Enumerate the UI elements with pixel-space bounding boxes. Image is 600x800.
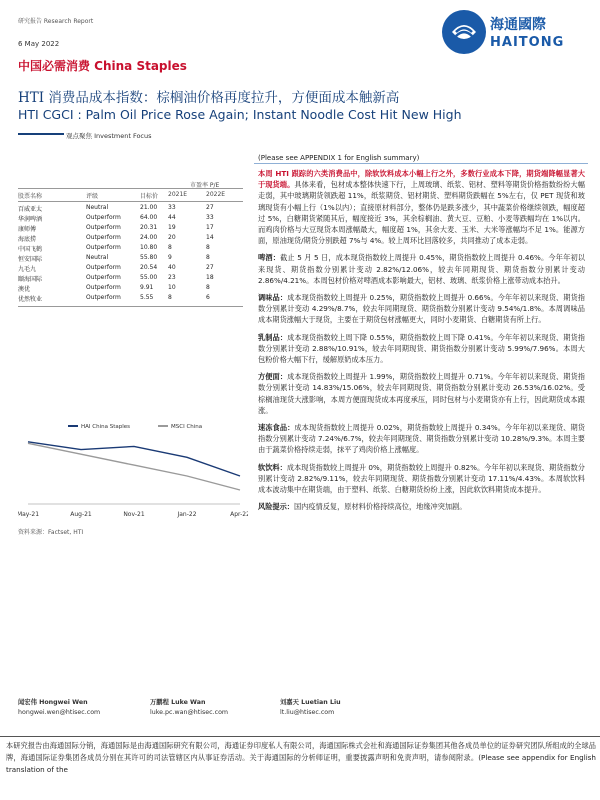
table-cell: 澳优 bbox=[18, 285, 31, 293]
table-cell: 44 bbox=[168, 213, 176, 221]
section-label: 软饮料： bbox=[258, 462, 287, 472]
table-cell: 40 bbox=[168, 263, 176, 271]
x-tick-label: Apr-22 bbox=[230, 511, 248, 518]
section-label: 方便面： bbox=[258, 372, 288, 382]
report-type: 研究报告 Research Report bbox=[18, 18, 94, 25]
report-date: 6 May 2022 bbox=[18, 40, 60, 48]
table-cell: 8 bbox=[206, 253, 210, 261]
table-cell: 55.80 bbox=[140, 253, 158, 261]
table-cell: Outperform bbox=[86, 243, 121, 251]
section-text: 成本现货指数较上周提升 0%，期货指数较上周提升 0.82%。今年年初以来现货、期货指数分别累计变动 2.82%/9.11%，较去年同期现货、期货指数分别累计变动 17.11%/4.43%。本周软饮料成本波动集中在期货端，由于塑料、纸浆、白糖期货纷纷上涨，因此软饮料期货成本提升。 bbox=[258, 462, 585, 495]
table-body bbox=[18, 204, 243, 304]
section-paragraph bbox=[258, 422, 585, 456]
logo-text-cn: 海通國際 bbox=[490, 17, 546, 33]
section-text: 成本现货指数较上周提升 1.99%，期货指数较上周提升 0.71%。今年年初以来现货、期货指数分别累计变动 14.83%/15.06%，较去年同期现货、期货指数分别累计变动 26.53%/16.02%。受棕榈油现货大涨影响，本周方便面现货成本再度承压，同时包材与小麦期货亦有上行，因此期货成本跟涨。 bbox=[258, 372, 585, 415]
table-cell: 9 bbox=[168, 253, 172, 261]
table-row bbox=[18, 254, 243, 264]
table-cell: 6 bbox=[206, 293, 210, 301]
table-cell: Outperform bbox=[86, 273, 121, 281]
table-cell: 17 bbox=[206, 223, 214, 231]
author-name: 刘嘉天 Luetian Liu bbox=[280, 699, 341, 706]
haitong-logo bbox=[442, 10, 592, 58]
table-cell: 33 bbox=[206, 213, 214, 221]
table-cell: 9.91 bbox=[140, 283, 154, 291]
table-row bbox=[18, 214, 243, 224]
table-cell: Outperform bbox=[86, 263, 121, 271]
table-cell: 20 bbox=[168, 233, 176, 241]
table-cell: 27 bbox=[206, 203, 214, 211]
ratings-table bbox=[18, 191, 243, 306]
series-line bbox=[28, 443, 240, 490]
table-cell: 优然牧业 bbox=[18, 295, 43, 303]
table-row bbox=[18, 224, 243, 234]
table-cell: 九毛九 bbox=[18, 265, 37, 273]
logo-text-en: HAITONG bbox=[490, 35, 565, 50]
table-cell: Neutral bbox=[86, 203, 109, 211]
x-tick-label: Jan-22 bbox=[177, 511, 197, 518]
col-header-name: 股票名称 bbox=[18, 193, 43, 200]
appendix-note: (Please see APPENDIX 1 for English summary) bbox=[258, 154, 420, 162]
section-paragraph bbox=[258, 501, 585, 512]
author-name: 闻宏伟 Hongwei Wen bbox=[18, 699, 88, 706]
col-header-2021e: 2021E bbox=[168, 191, 188, 198]
table-cell: 海底捞 bbox=[18, 235, 37, 243]
author-2 bbox=[150, 698, 228, 718]
section-label: 啤酒： bbox=[258, 253, 281, 263]
table-cell: 8 bbox=[168, 293, 172, 301]
section-text: 成本现货指数较上周下降 0.55%，期货指数较上周下降 0.41%。今年年初以来现货、期货指数分别累计变动 2.88%/10.91%，较去年同期现货、期货指数分别累计变动 5.99%/7.96%。本周大包粉价格大幅下行，缓解原奶成本压力。 bbox=[258, 332, 585, 365]
section-text: 国内疫情反复，原材料价格持续高位，地缘冲突加剧。 bbox=[293, 502, 467, 512]
x-tick-label: Nov-21 bbox=[123, 511, 145, 518]
table-cell: 20.54 bbox=[140, 263, 158, 271]
price-chart bbox=[18, 420, 248, 520]
footer-rule bbox=[0, 736, 600, 737]
table-cell: Outperform bbox=[86, 293, 121, 301]
body-text bbox=[258, 168, 585, 518]
table-cell: 恒安国际 bbox=[18, 255, 43, 263]
table-cell: 百威亚太 bbox=[18, 205, 43, 213]
intro-paragraph bbox=[258, 168, 585, 246]
section-label: 速冻食品： bbox=[258, 423, 295, 433]
disclaimer: 本研究报告由海通国际分销，海通国际是由海通国际研究有限公司，海通证券印度私人有限公司，海通国际株式会社和海通国际证券集团其他各成员单位的证券研究团队所组成的全球品牌，海通国际证券集团各成员分别在其许可的司法管辖区内从事证券活动。关于海通国际的分析师证明，重要披露声明和免责声明，请参阅附录。(Please see appendix for English translation of the bbox=[6, 741, 596, 774]
table-cell: 8 bbox=[168, 243, 172, 251]
title-en: HTI CGCI : Palm Oil Price Rose Again; Instant Noodle Cost Hit New High bbox=[18, 107, 462, 122]
series-line bbox=[28, 442, 240, 476]
table-cell: Outperform bbox=[86, 283, 121, 291]
section-text: 成本现货指数较上周提升 0.02%，期货指数较上周提升 0.34%。今年年初以来现货、期货指数分别累计变动 7.24%/6.7%，较去年同期现货、期货指数分别累计变动 10.28%/9.3%。本周主要由于蔬菜价格持续走弱，抹平了鸡肉价格上涨幅度。 bbox=[258, 423, 585, 455]
col-header-rating: 评级 bbox=[86, 193, 99, 200]
table-cell: 康师傅 bbox=[18, 225, 37, 233]
intro-highlight: 本周 HTI 跟踪的六类消费品中，除软饮料成本小幅上行之外，多数行业成本下降，期货端降幅显著大于现货端。 bbox=[258, 169, 585, 190]
table-cell: 64.00 bbox=[140, 213, 158, 221]
legend-label: MSCI China bbox=[171, 424, 203, 430]
title-cn: HTI 消费品成本指数：棕榈油价格再度拉升，方便面成本触新高 bbox=[18, 90, 400, 106]
author-email[interactable]: luke.pc.wan@htisec.com bbox=[150, 709, 229, 716]
author-3 bbox=[280, 698, 341, 718]
section-text: 截止 5 月 5 日，成本现货指数较上周提升 0.45%，期货指数较上周提升 0.46%。今年年初以来现货、期货指数分别累计变动 2.82%/12.06%，较去年同期现货、期货指数分别累计变动 2.86%/4.21%。本周包材价格对啤酒成本影响最大，铝材、玻璃、纸浆价格上涨带动成本抬升。 bbox=[258, 253, 585, 285]
logo-emblem-icon bbox=[442, 10, 486, 54]
table-cell: 10 bbox=[168, 283, 176, 291]
table-cell: Outperform bbox=[86, 233, 121, 241]
table-cell: 5.55 bbox=[140, 293, 154, 301]
table-cell: 华润啤酒 bbox=[18, 215, 43, 223]
table-row bbox=[18, 264, 243, 274]
section-paragraph bbox=[258, 462, 585, 496]
table-row bbox=[18, 234, 243, 244]
col-header-2022e: 2022E bbox=[206, 191, 226, 198]
section-paragraph bbox=[258, 292, 585, 326]
col-header-target: 目标价 bbox=[140, 193, 159, 200]
table-header-rule bbox=[18, 201, 243, 202]
section-label: 调味品： bbox=[258, 293, 288, 303]
content-top-rule bbox=[254, 163, 588, 164]
table-cell: Outperform bbox=[86, 213, 121, 221]
table-header-row bbox=[18, 191, 243, 201]
chart-source: 资料来源：Factset, HTI bbox=[18, 529, 84, 536]
series-name: 中国必需消费 China Staples bbox=[18, 59, 187, 73]
table-row bbox=[18, 204, 243, 214]
table-cell: 33 bbox=[168, 203, 176, 211]
sections bbox=[258, 252, 585, 512]
x-tick-label: May-21 bbox=[18, 511, 40, 518]
author-email[interactable]: hongwei.wen@htisec.com bbox=[18, 709, 101, 716]
price-chart-svg bbox=[18, 420, 248, 520]
table-row bbox=[18, 244, 243, 254]
author-email[interactable]: lt.liu@htisec.com bbox=[280, 709, 335, 716]
table-cell: 18 bbox=[206, 273, 214, 281]
table-row bbox=[18, 274, 243, 284]
section-text: 成本现货指数较上周提升 0.25%，期货指数较上周提升 0.66%。今年年初以来现货、期货指数分别累计变动 4.29%/8.7%，较去年同期现货、期货指数分别累计变动 9.54%/1.8%。本周调味品成本期货涨幅大于现货，主要在于期货包材涨幅更大，同时小麦期货、白糖期货有所上行。 bbox=[258, 293, 585, 325]
pe-header: 市盈率 P/E bbox=[190, 182, 220, 189]
author-name: 万鹏程 Luke Wan bbox=[150, 699, 206, 706]
table-row bbox=[18, 284, 243, 294]
legend-label: HAI China Staples bbox=[81, 424, 131, 430]
table-cell: 24.00 bbox=[140, 233, 158, 241]
table-cell: Neutral bbox=[86, 253, 109, 261]
table-cell: 20.31 bbox=[140, 223, 158, 231]
section-label: 风险提示： bbox=[258, 502, 294, 512]
table-cell: 27 bbox=[206, 263, 214, 271]
table-bottom-rule bbox=[18, 306, 243, 307]
table-cell: 55.00 bbox=[140, 273, 158, 281]
focus-bar bbox=[18, 133, 64, 135]
table-cell: 10.80 bbox=[140, 243, 158, 251]
table-cell: 21.00 bbox=[140, 203, 158, 211]
author-1 bbox=[18, 698, 100, 718]
table-cell: 23 bbox=[168, 273, 176, 281]
table-row bbox=[18, 294, 243, 304]
section-label: 乳制品： bbox=[258, 332, 288, 342]
section-paragraph bbox=[258, 252, 585, 286]
intro-text: 具体来看，包材成本整体快速下行，上周玻璃、纸浆、铝材、塑料等期货价格指数纷纷大幅走弱，其中玻璃期货领跌超 11%，纸浆期货、铝材期货、塑料期货跌幅在 5%左右，仅 PET 现货和玻璃现货有小幅上行（1%以内）；直接原材料部分，整体仍是跌多涨少，其中蔬菜价格继续领跌，幅度超过 5%，白糖期货紧随其后，幅度接近 3%，其余棕榈油、黄大豆、豆粕、小麦等跌幅均在 1%以内。而鸡肉价格与大豆现货本周涨幅最大，幅度超 1%，其余大麦、玉米、大米等涨幅均不足 1%。能源方面，原油现货/期货分别跌超 7%与 4%。较上周环比回落较多，共同推动了成本走弱。 bbox=[258, 180, 585, 246]
table-cell: 中国飞鹤 bbox=[18, 245, 43, 253]
table-cell: 8 bbox=[206, 243, 210, 251]
x-tick-label: Aug-21 bbox=[70, 511, 92, 518]
section-paragraph bbox=[258, 332, 585, 366]
section-paragraph bbox=[258, 371, 585, 416]
table-cell: 8 bbox=[206, 283, 210, 291]
investment-focus: 观点聚焦 Investment Focus bbox=[66, 132, 152, 140]
table-cell: 19 bbox=[168, 223, 176, 231]
table-cell: 14 bbox=[206, 233, 214, 241]
table-cell: Outperform bbox=[86, 223, 121, 231]
table-top-rule bbox=[18, 188, 243, 189]
table-cell: 颐海国际 bbox=[18, 275, 43, 283]
